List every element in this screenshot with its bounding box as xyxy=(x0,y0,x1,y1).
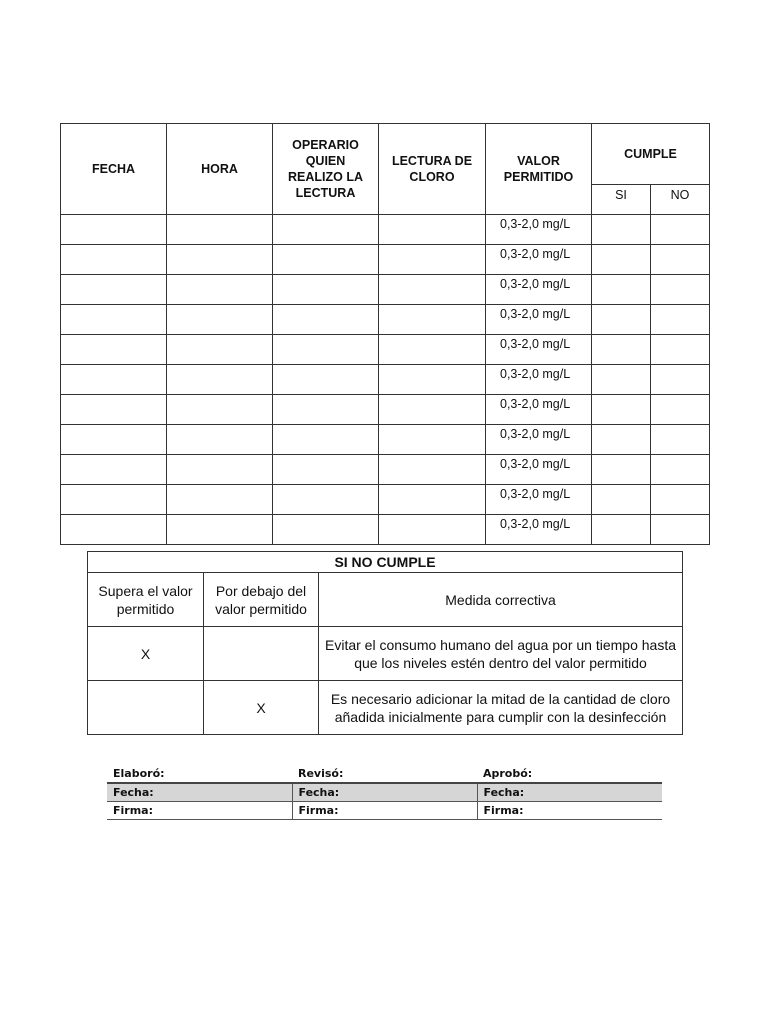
fecha-cell[interactable] xyxy=(61,215,167,245)
valor-cell: 0,3-2,0 mg/L xyxy=(486,395,592,425)
no-cell[interactable] xyxy=(651,425,710,455)
log-row xyxy=(61,275,710,305)
operario-cell[interactable] xyxy=(273,365,379,395)
no-cell[interactable] xyxy=(651,215,710,245)
cell-debajo: X xyxy=(204,681,319,735)
label-elaboro: Elaboró: xyxy=(107,765,292,783)
header-valor-permitido: VALOR PERMITIDO xyxy=(486,124,592,215)
firma-elaboro[interactable]: Firma: xyxy=(107,802,292,820)
lectura-cell[interactable] xyxy=(379,365,486,395)
fecha-cell[interactable] xyxy=(61,365,167,395)
operario-cell[interactable] xyxy=(273,455,379,485)
si-cell[interactable] xyxy=(592,305,651,335)
operario-cell[interactable] xyxy=(273,305,379,335)
fecha-cell[interactable] xyxy=(61,515,167,545)
hora-cell[interactable] xyxy=(167,215,273,245)
no-cell[interactable] xyxy=(651,455,710,485)
operario-cell[interactable] xyxy=(273,425,379,455)
fecha-cell[interactable] xyxy=(61,485,167,515)
si-cell[interactable] xyxy=(592,275,651,305)
header-lectura-cloro: LECTURA DE CLORO xyxy=(379,124,486,215)
signature-table xyxy=(107,765,662,820)
no-cell[interactable] xyxy=(651,485,710,515)
fecha-aprobo[interactable]: Fecha: xyxy=(477,783,662,802)
fecha-cell[interactable] xyxy=(61,335,167,365)
log-row xyxy=(61,335,710,365)
lectura-cell[interactable] xyxy=(379,425,486,455)
operario-cell[interactable] xyxy=(273,395,379,425)
lectura-cell[interactable] xyxy=(379,485,486,515)
lectura-cell[interactable] xyxy=(379,335,486,365)
hora-cell[interactable] xyxy=(167,365,273,395)
hora-cell[interactable] xyxy=(167,515,273,545)
hora-cell[interactable] xyxy=(167,485,273,515)
si-cell[interactable] xyxy=(592,365,651,395)
log-row xyxy=(61,455,710,485)
no-cell[interactable] xyxy=(651,305,710,335)
log-row xyxy=(61,245,710,275)
hora-cell[interactable] xyxy=(167,305,273,335)
si-cell[interactable] xyxy=(592,215,651,245)
valor-cell: 0,3-2,0 mg/L xyxy=(486,215,592,245)
firma-aprobo[interactable]: Firma: xyxy=(477,802,662,820)
si-cell[interactable] xyxy=(592,515,651,545)
lectura-cell[interactable] xyxy=(379,215,486,245)
hora-cell[interactable] xyxy=(167,425,273,455)
no-cell[interactable] xyxy=(651,515,710,545)
fecha-cell[interactable] xyxy=(61,425,167,455)
header-supera: Supera el valor permitido xyxy=(88,573,204,627)
no-cell[interactable] xyxy=(651,395,710,425)
hora-cell[interactable] xyxy=(167,335,273,365)
hora-cell[interactable] xyxy=(167,455,273,485)
si-cell[interactable] xyxy=(592,425,651,455)
lectura-cell[interactable] xyxy=(379,305,486,335)
lectura-cell[interactable] xyxy=(379,515,486,545)
si-cell[interactable] xyxy=(592,245,651,275)
cell-supera: X xyxy=(88,627,204,681)
header-operario: OPERARIO QUIEN REALIZO LA LECTURA xyxy=(273,124,379,215)
si-cell[interactable] xyxy=(592,335,651,365)
cell-debajo xyxy=(204,627,319,681)
no-cell[interactable] xyxy=(651,365,710,395)
log-row xyxy=(61,215,710,245)
valor-cell: 0,3-2,0 mg/L xyxy=(486,515,592,545)
fecha-cell[interactable] xyxy=(61,275,167,305)
fecha-cell[interactable] xyxy=(61,305,167,335)
valor-cell: 0,3-2,0 mg/L xyxy=(486,425,592,455)
log-row xyxy=(61,365,710,395)
fecha-cell[interactable] xyxy=(61,455,167,485)
fecha-elaboro[interactable]: Fecha: xyxy=(107,783,292,802)
si-cell[interactable] xyxy=(592,455,651,485)
fecha-cell[interactable] xyxy=(61,245,167,275)
fecha-reviso[interactable]: Fecha: xyxy=(292,783,477,802)
firma-reviso[interactable]: Firma: xyxy=(292,802,477,820)
lectura-cell[interactable] xyxy=(379,275,486,305)
no-cell[interactable] xyxy=(651,245,710,275)
cell-medida: Evitar el consumo humano del agua por un tiempo hasta que los niveles estén dentro del valor permitido xyxy=(319,627,683,681)
header-medida: Medida correctiva xyxy=(319,573,683,627)
operario-cell[interactable] xyxy=(273,515,379,545)
header-debajo: Por debajo del valor permitido xyxy=(204,573,319,627)
no-cell[interactable] xyxy=(651,335,710,365)
cell-supera xyxy=(88,681,204,735)
valor-cell: 0,3-2,0 mg/L xyxy=(486,485,592,515)
log-row xyxy=(61,395,710,425)
corrective-title: SI NO CUMPLE xyxy=(88,552,683,573)
cell-medida: Es necesario adicionar la mitad de la cantidad de cloro añadida inicialmente para cumplir con la desinfección xyxy=(319,681,683,735)
valor-cell: 0,3-2,0 mg/L xyxy=(486,275,592,305)
operario-cell[interactable] xyxy=(273,275,379,305)
header-fecha: FECHA xyxy=(61,124,167,215)
header-cumple: CUMPLE xyxy=(592,124,710,185)
no-cell[interactable] xyxy=(651,275,710,305)
hora-cell[interactable] xyxy=(167,275,273,305)
valor-cell: 0,3-2,0 mg/L xyxy=(486,455,592,485)
corrective-action-table xyxy=(87,551,683,735)
lectura-cell[interactable] xyxy=(379,455,486,485)
operario-cell[interactable] xyxy=(273,215,379,245)
valor-cell: 0,3-2,0 mg/L xyxy=(486,335,592,365)
lectura-cell[interactable] xyxy=(379,395,486,425)
hora-cell[interactable] xyxy=(167,395,273,425)
si-cell[interactable] xyxy=(592,395,651,425)
operario-cell[interactable] xyxy=(273,245,379,275)
chlorine-log-table xyxy=(60,123,710,545)
corrective-row xyxy=(88,681,683,735)
operario-cell[interactable] xyxy=(273,485,379,515)
corrective-row xyxy=(88,627,683,681)
log-row xyxy=(61,515,710,545)
valor-cell: 0,3-2,0 mg/L xyxy=(486,305,592,335)
label-aprobo: Aprobó: xyxy=(477,765,662,783)
log-row xyxy=(61,305,710,335)
si-cell[interactable] xyxy=(592,485,651,515)
operario-cell[interactable] xyxy=(273,335,379,365)
header-hora: HORA xyxy=(167,124,273,215)
log-row xyxy=(61,425,710,455)
valor-cell: 0,3-2,0 mg/L xyxy=(486,245,592,275)
lectura-cell[interactable] xyxy=(379,245,486,275)
valor-cell: 0,3-2,0 mg/L xyxy=(486,365,592,395)
fecha-cell[interactable] xyxy=(61,395,167,425)
label-reviso: Revisó: xyxy=(292,765,477,783)
hora-cell[interactable] xyxy=(167,245,273,275)
log-row xyxy=(61,485,710,515)
header-no: NO xyxy=(651,185,710,215)
header-si: SI xyxy=(592,185,651,215)
